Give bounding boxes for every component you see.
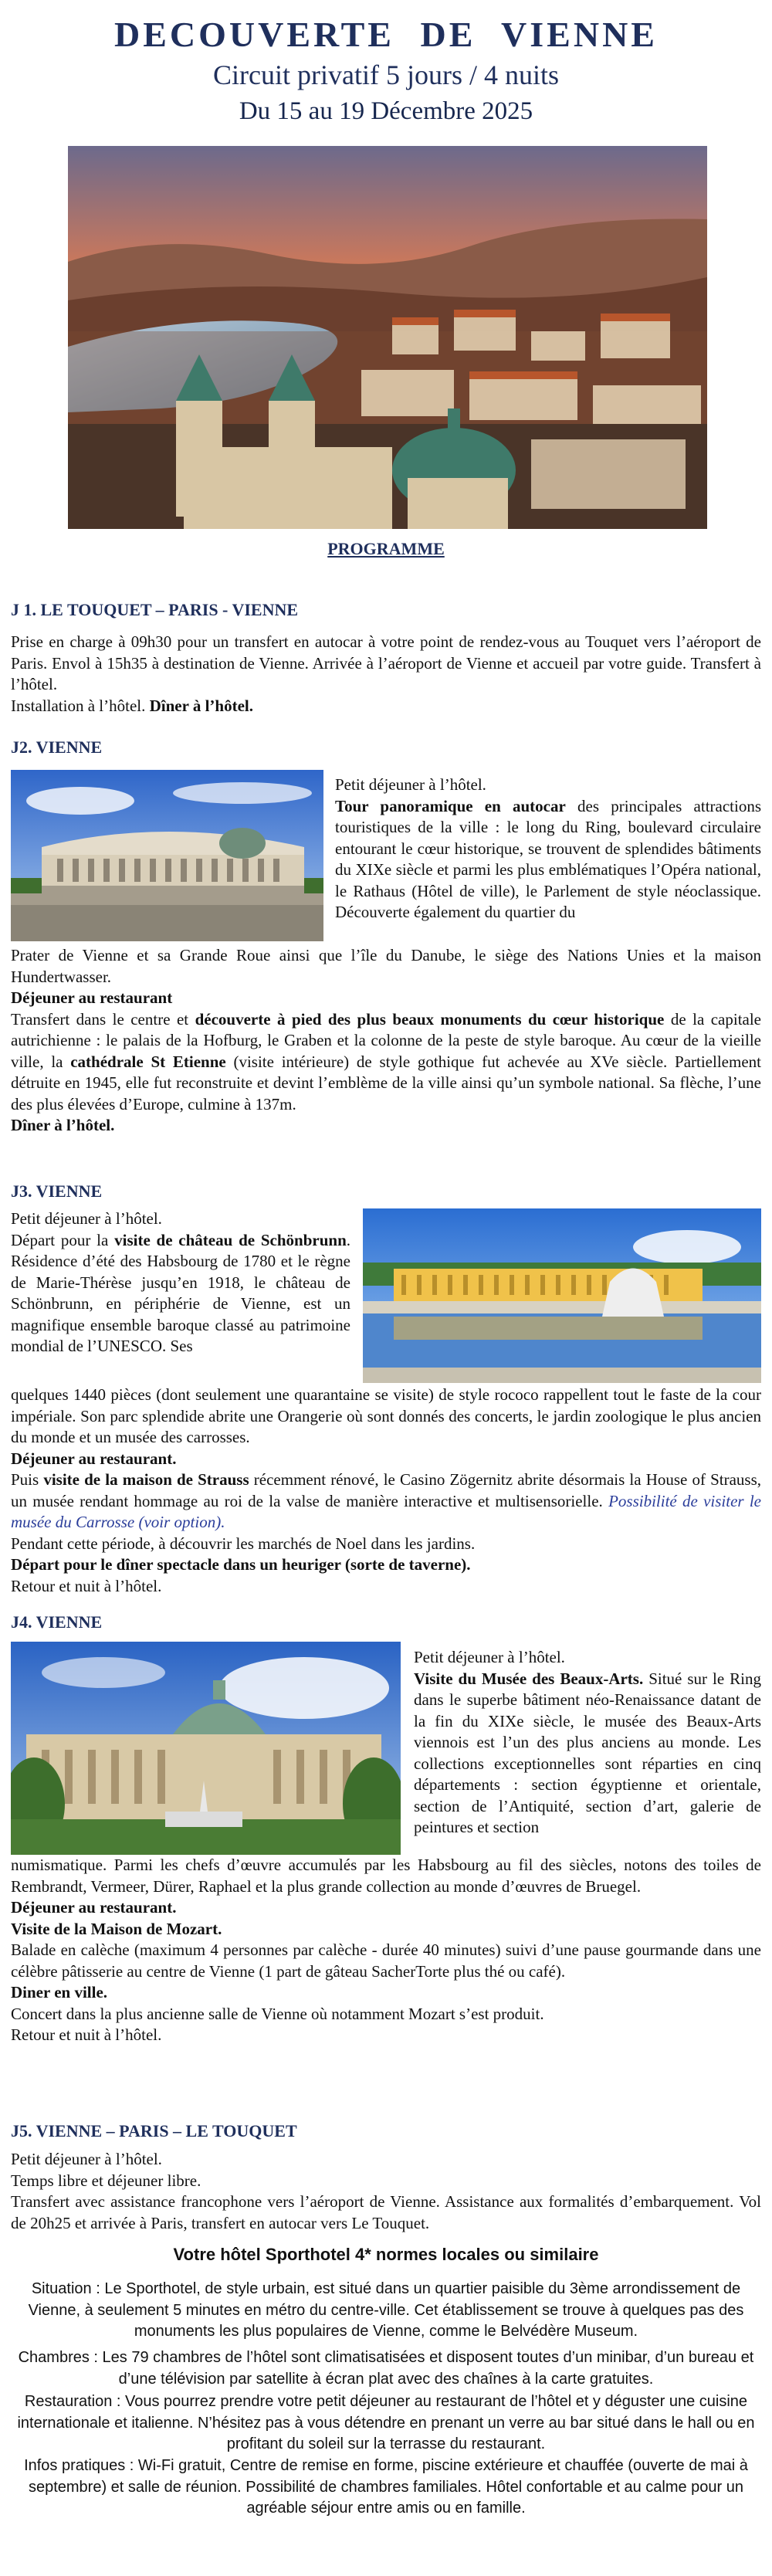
hotel-infos: Infos pratiques : Wi-Fi gratuit, Centre de remise en forme, piscine extérieure et chauffée (ouverte de mai à septembre) et salle de réunion. Possibilité de chambres familiales. Hôtel confortable et au calme pour un agréable séjour entre amis ou en famille.	[24, 2457, 748, 2517]
hotel-chambres: Chambres : Les 79 chambres de l’hôtel sont climatisatisées et disposent toutes d’un minibar, d’un bureau et d’une télévision par satellite à écran plat avec des chaînes à la carte gratuites.	[18, 2349, 754, 2388]
day2-text-full: Prater de Vienne et sa Grande Roue ainsi que l’île du Danube, le siège des Nations Unies et la maison Hundertwasser. Déjeuner au restaurant Transfert dans le centre et découverte à pied des plus beaux monuments du cœur historique de la capitale autrichienne : le palais de la Hofburg, le Graben et la colonne de la peste de style baroque. Au cœur de la vieille ville, la cathédrale St Etienne (visite intérieure) de style gothique fut achevée au XVe siècle. Partiellement détruite en 1945, elle fut reconstruite et devint l’emblème de la ville ainsi qu’un symbole national. Sa flèche, l’une des plus élevées d’Europe, culmine à 137m. Dîner à l’hôtel.	[11, 946, 762, 1134]
schonbrunn-palace-photo	[363, 1208, 761, 1383]
day5-title: J5. VIENNE – PARIS – LE TOUQUET	[11, 2121, 297, 2140]
page-title: DECOUVERTE DE VIENNE	[114, 15, 658, 54]
day3-text-left: Petit déjeuner à l’hôtel. Départ pour la visite de château de Schönbrunn. Résidence d’été des Habsbourg de 1780 et le règne de Marie-Thérèse jusqu’en 1918, le château de Schönbrunn, en périphérie de Vienne, est un magnifique ensemble baroque classé au patrimoine mondial de l’UNESCO. Ses	[11, 1209, 350, 1355]
hofburg-palace-photo	[11, 770, 323, 941]
day1-title: J 1. LE TOUQUET – PARIS - VIENNE	[11, 600, 299, 619]
programme-heading: PROGRAMME	[327, 539, 445, 558]
day2-title: J2. VIENNE	[11, 737, 103, 757]
day3-title: J3. VIENNE	[11, 1181, 103, 1201]
museum-beaux-arts-photo	[11, 1642, 401, 1855]
day4-title: J4. VIENNE	[11, 1612, 103, 1632]
day4-text-right: Petit déjeuner à l’hôtel. Visite du Musée des Beaux-Arts. Situé sur le Ring dans le superbe bâtiment néo-Renaissance datant de la fin du XIXe siècle, le musée des Beaux-Arts viennois est l’un des plus anciens au monde. Les collections exceptionnelles sont réparties en cinq départements : section égyptienne et orientale, section de l’Antiquité, section d’art, galerie de peintures et section	[414, 1648, 761, 1836]
trip-dates: Du 15 au 19 Décembre 2025	[239, 97, 533, 125]
page-subtitle: Circuit privatif 5 jours / 4 nuits	[213, 59, 559, 90]
hotel-situation: Situation : Le Sporthotel, de style urbain, est situé dans un quartier paisible du 3ème arrondissement de Vienne, à seulement 5 minutes en métro du centre-ville. Cet établissement se trouve à quelques pas des monuments les plus populaires de Vienne, comme le Belvédère Museum.	[28, 2280, 744, 2340]
day4-text-full: numismatique. Parmi les chefs d’œuvre accumulés par les Habsbourg au fil des siècles, notons des toiles de Rembrandt, Vermeer, Dürer, Raphael et la plus grande collection au monde d’œuvres de Bruegel. Déjeuner au restaurant. Visite de la Maison de Mozart. Balade en calèche (maximum 4 personnes par calèche - durée 40 minutes) suivi d’une pause gourmande dans une célèbre pâtisserie au centre de Vienne (1 part de gâteau SacherTorte plus thé ou café). Diner en ville. Concert dans la plus ancienne salle de Vienne où notamment Mozart s’est produit. Retour et nuit à l’hôtel.	[11, 1856, 761, 2044]
hotel-title: Votre hôtel Sporthotel 4* normes locales ou similaire	[173, 2245, 599, 2264]
day1-text: Prise en charge à 09h30 pour un transfert en autocar à votre point de rendez-vous au Touquet vers l’aéroport de Paris. Envol à 15h35 à destination de Vienne. Arrivée à l’aéroport de Vienne et accueil par votre guide. Transfert à l’hôtel. Installation à l’hôtel. Dîner à l’hôtel.	[11, 632, 761, 715]
hotel-restauration: Restauration : Vous pourrez prendre votre petit déjeuner au restaurant de l’hôtel et y déguster une cuisine internationale et italienne. N’hésitez pas à vous détendre en prenant un verre au bar situé dans le hall ou en profitant du soleil sur la terrasse du restaurant.	[17, 2393, 755, 2452]
hero-city-photo	[68, 146, 707, 529]
day5-text: Petit déjeuner à l’hôtel. Temps libre et déjeuner libre. Transfert avec assistance francophone vers l’aéroport de Vienne. Assistance aux formalités d’embarquement. Vol de 20h25 et arrivée à Paris, transfert en autocar vers Le Touquet.	[11, 2150, 761, 2232]
day3-text-full: quelques 1440 pièces (dont seulement une quarantaine se visite) de style rococo rappellent tout le faste de la cour impériale. Son parc splendide abrite une Orangerie où sont donnés des concerts, le jardin zoologique le plus ancien du monde et un musée des carrosses. Déjeuner au restaurant. Puis visite de la maison de Strauss récemment rénové, le Casino Zögernitz abrite désormais la House of Strauss, un musée rendant hommage au roi de la valse de manière interactive et multisensorielle. Possibilité de visiter le musée du Carrosse (voir option). Pendant cette période, à découvrir les marchés de Noel dans les jardins. Départ pour le dîner spectacle dans un heuriger (sorte de taverne). Retour et nuit à l’hôtel.	[11, 1385, 762, 1595]
day2-text-right: Petit déjeuner à l’hôtel. Tour panoramique en autocar des principales attractions touristiques de la ville : le long du Ring, boulevard circulaire entourant le cœur historique, se trouvent de splendides bâtiments du XIXe siècle et parmi les plus emblématiques l’Opéra national, le Rathaus (Hôtel de ville), le Parlement de style néoclassique. Découverte également du quartier du	[335, 775, 762, 921]
